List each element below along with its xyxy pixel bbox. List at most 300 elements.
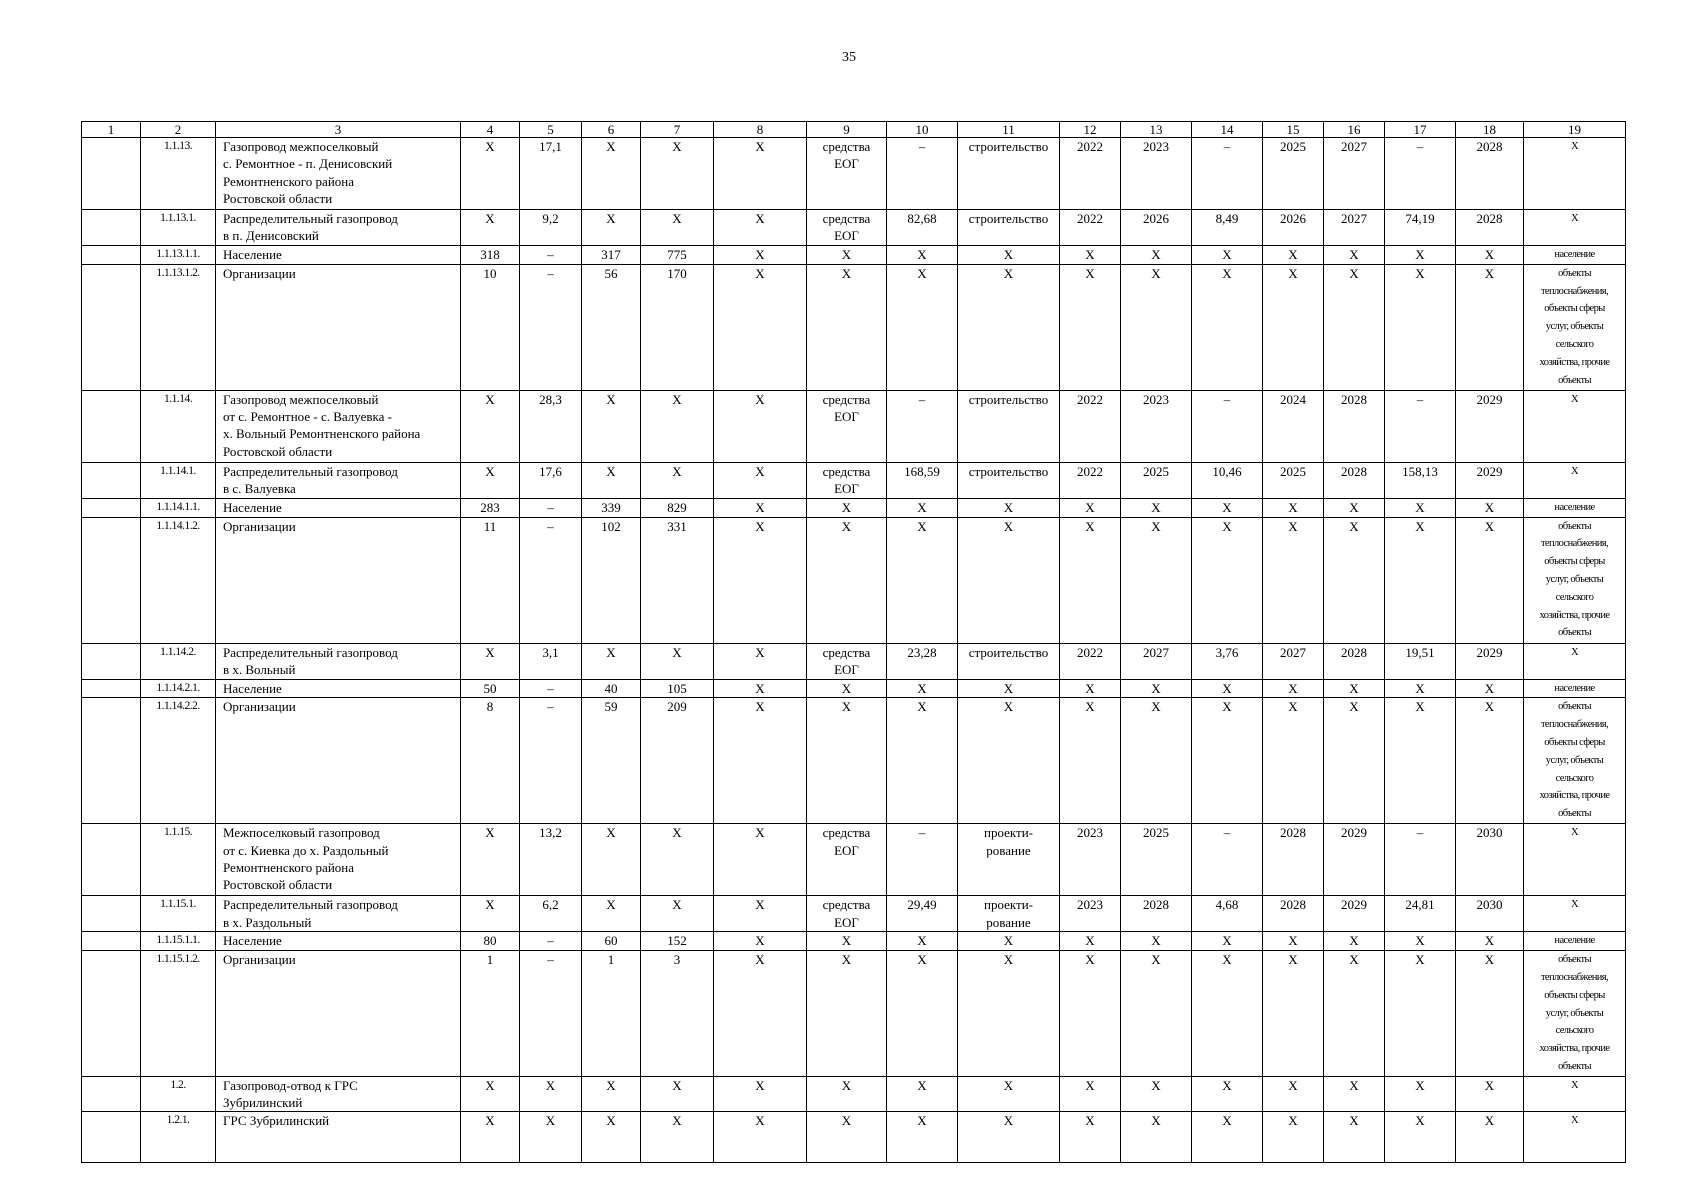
table-cell [641,390,714,462]
cell-value: X [755,644,765,660]
table-cell [82,462,141,498]
cell-value: 29,49 [907,897,937,913]
cell-value: 10,46 [1212,463,1242,479]
table-cell [582,462,641,498]
table-cell [1060,1076,1121,1112]
cell-value: 2026 [1143,211,1169,226]
cell-value: – [547,265,554,281]
cell-value: X [1349,499,1359,515]
cell-value: X [1415,499,1425,515]
table-cell [958,896,1060,932]
cell-value: X [545,1113,556,1129]
cell-value: X [917,699,927,715]
table-cell [461,679,520,698]
table-cell [1456,264,1524,390]
column-header: 9 [807,122,887,138]
table-cell [461,643,520,679]
cell-value: X [1571,141,1578,152]
table-cell [1456,951,1524,1077]
cell-value: X [1288,499,1298,515]
column-header: 18 [1456,122,1524,138]
cell-value: X [841,518,852,534]
cell-value: X [1484,1077,1495,1093]
cell-value: 2028 [1143,897,1169,913]
table-cell [1324,462,1385,498]
table-cell [1324,932,1385,951]
table-cell [1121,390,1192,462]
cell-value: X [1085,247,1095,262]
table-cell [1060,462,1121,498]
table-cell [958,517,1060,643]
table-row [82,932,1626,951]
cell-value: 2022 [1077,463,1103,479]
table-cell [216,643,461,679]
table-cell [807,264,887,390]
item-number: 1.1.15.1.2. [156,953,200,966]
cell-value: 102 [601,518,621,534]
table-cell [520,264,582,390]
cell-value: X [1085,1077,1095,1093]
table-cell [958,1112,1060,1163]
item-name: Газопровод межпоселковый с. Ремонтное - п. Денисовский Ремонтненского района Ростовской области [223,139,393,206]
cell-value: 2025 [1280,139,1306,154]
cell-value: X [1484,952,1495,968]
table-cell [141,498,216,517]
table-cell [141,698,216,824]
table-cell [887,210,958,246]
table-cell [216,1112,461,1163]
cell-value: X [1349,933,1359,949]
table-cell [1121,246,1192,265]
table-cell [461,951,520,1077]
cell-value: X [755,463,765,479]
cell-value: 2025 [1143,463,1169,479]
cell-value: 2022 [1077,211,1103,226]
table-cell [520,210,582,246]
table-cell [520,698,582,824]
cell-value: X [672,139,682,154]
cell-value: X [545,1077,556,1093]
table-cell [714,896,807,932]
table-cell [1385,138,1456,210]
cell-value: X [755,265,765,281]
column-header: 7 [641,122,714,138]
item-number: 1.1.14.2.1. [156,681,200,694]
item-name: Распределительный газопровод в х. Раздольный [223,897,398,930]
cell-value: 2023 [1077,825,1103,841]
cell-value: X [1222,952,1232,968]
cell-value: X [606,211,616,226]
table-cell [1385,246,1456,265]
table-cell [958,498,1060,517]
table-cell [216,517,461,643]
table-cell [582,951,641,1077]
table-cell [1121,643,1192,679]
item-number: 1.1.13.1.1. [156,248,200,260]
table-cell [714,390,807,462]
gas-pipeline-table [81,121,1626,1163]
table-cell [807,246,887,265]
cell-value: X [1003,499,1014,515]
table-cell [1456,896,1524,932]
cell-value: средства ЕОГ [822,897,871,930]
table-cell [82,896,141,932]
table-cell [887,896,958,932]
table-cell [958,1076,1060,1112]
cell-value: 2025 [1143,825,1169,841]
table-cell [216,824,461,896]
cell-value: X [1415,680,1425,696]
cell-value: средства ЕОГ [822,391,871,425]
table-cell [1456,643,1524,679]
table-cell [887,498,958,517]
cell-value: проекти- рование [984,825,1033,858]
table-cell [1060,643,1121,679]
table-cell [1263,264,1324,390]
table-cell [520,462,582,498]
cell-value: X [1222,499,1232,515]
cell-value: X [917,1113,927,1129]
cell-value: 3,76 [1215,644,1239,660]
cell-value: 2026 [1280,211,1306,226]
cell-value: 2023 [1077,897,1103,913]
table-cell [1060,138,1121,210]
cell-value: X [1151,680,1161,696]
cell-value: X [917,1077,927,1093]
cell-value: 8 [486,699,494,715]
cell-value: средства ЕОГ [822,463,871,497]
table-cell [807,1112,887,1163]
item-number: 1.2.1. [166,1114,190,1127]
table-cell [641,698,714,824]
item-number: 1.1.14. [163,392,193,405]
cell-value: – [918,825,926,841]
cell-value: X [672,825,682,841]
table-cell [807,679,887,698]
table-cell [1192,517,1263,643]
table-cell [1324,1112,1385,1163]
cell-value: – [1223,825,1231,841]
cell-value: X [1085,699,1095,715]
table-cell [461,264,520,390]
cell-value: X [1571,1079,1578,1091]
table-cell [1324,246,1385,265]
column-header: 15 [1263,122,1324,138]
table-row [82,138,1626,210]
table-cell [461,824,520,896]
cell-value: – [1416,825,1424,841]
table-cell [216,210,461,246]
table-cell [141,210,216,246]
cell-value: X [1571,899,1578,911]
table-cell [1263,1112,1324,1163]
table-cell [1121,951,1192,1077]
cell-value: X [841,1077,852,1093]
table-cell [1192,1112,1263,1163]
table-cell [1324,390,1385,462]
cell-value: X [1085,952,1095,968]
cell-value: 9,2 [542,211,559,226]
table-cell [461,210,520,246]
item-name: Межпоселковый газопровод от с. Киевка до х. Раздольный Ремонтненского района Ростовской области [223,825,389,893]
table-cell [1060,246,1121,265]
column-header: 11 [958,122,1060,138]
cell-value: 2028 [1341,463,1367,479]
cell-value: X [606,1077,616,1093]
column-header: 3 [216,122,461,138]
cell-value: X [917,499,927,515]
table-cell [641,679,714,698]
table-cell [141,1112,216,1163]
table-cell [1385,498,1456,517]
cell-value: X [1085,933,1095,949]
table-cell [82,1112,141,1163]
cell-value: X [841,247,852,262]
table-cell [1456,390,1524,462]
cell-value: объекты теплоснабжения, объекты сферы услуг, объекты сельского хозяйства, прочие объекты [1539,520,1610,639]
cell-value: X [1151,1113,1161,1129]
item-number: 1.1.13.1.2. [156,266,200,279]
cell-value: X [1085,518,1095,534]
cell-value: средства ЕОГ [822,139,871,172]
table-cell [216,246,461,265]
table-row [82,824,1626,896]
table-row [82,462,1626,498]
cell-value: 60 [604,933,618,949]
cell-value: 4,68 [1215,897,1239,913]
table-cell [1192,462,1263,498]
cell-value: 10 [483,265,497,281]
cell-value: население [1554,935,1595,947]
cell-value: строительство [968,391,1049,407]
table-cell [520,138,582,210]
table-cell [714,462,807,498]
cell-value: X [1484,680,1495,696]
cell-value: X [755,897,765,913]
table-cell [582,517,641,643]
cell-value: X [1571,465,1578,477]
cell-value: 2029 [1341,897,1367,913]
table-cell [1456,498,1524,517]
table-cell [714,932,807,951]
cell-value: – [918,139,926,154]
cell-value: 2022 [1077,139,1103,154]
cell-value: X [755,933,765,949]
table-cell [714,498,807,517]
item-name: Распределительный газопровод в с. Валуевка [223,463,398,497]
cell-value: 2023 [1143,391,1169,407]
table-cell [887,462,958,498]
table-cell [520,932,582,951]
cell-value: X [1349,265,1359,281]
cell-value: X [1571,213,1578,224]
cell-value: 158,13 [1402,463,1438,479]
table-cell [1324,517,1385,643]
table-cell [641,824,714,896]
column-header: 13 [1121,122,1192,138]
table-cell [141,824,216,896]
cell-value: 331 [667,518,687,534]
cell-value: X [1415,265,1425,281]
table-cell [141,390,216,462]
table-cell [958,679,1060,698]
cell-value: 170 [667,265,687,281]
cell-value: 13,2 [539,825,562,841]
cell-value: 339 [601,499,621,515]
table-cell [1263,462,1324,498]
cell-value: строительство [968,463,1049,479]
cell-value: X [755,699,765,715]
table-cell [1456,462,1524,498]
table-cell [1385,932,1456,951]
table-cell [1060,824,1121,896]
table-cell [216,1076,461,1112]
table-cell [461,932,520,951]
item-number: 1.1.15.1.1. [156,934,200,947]
cell-value: X [485,211,495,226]
table-cell [1121,1076,1192,1112]
cell-value: X [755,139,765,154]
table-cell [887,679,958,698]
cell-value: население [1554,249,1595,260]
cell-value: X [1085,499,1095,515]
cell-value: X [1003,1077,1014,1093]
table-cell [82,679,141,698]
table-cell [958,246,1060,265]
cell-value: X [1415,1077,1425,1093]
column-header: 16 [1324,122,1385,138]
table-cell [1121,932,1192,951]
table-cell [1524,1112,1626,1163]
cell-value: 2027 [1341,139,1367,154]
cell-value: 2028 [1476,211,1503,226]
column-header: 10 [887,122,958,138]
table-cell [520,498,582,517]
table-cell [958,643,1060,679]
table-cell [582,264,641,390]
table-cell [714,698,807,824]
table-cell [1192,896,1263,932]
table-cell [82,698,141,824]
item-number: 1.1.14.1.1. [156,500,200,513]
cell-value: X [1288,1077,1298,1093]
cell-value: X [1222,699,1232,715]
cell-value: X [1085,680,1095,696]
table-cell [582,498,641,517]
table-cell [714,246,807,265]
table-cell [641,264,714,390]
table-row [82,390,1626,462]
table-cell [641,462,714,498]
table-cell [1121,1112,1192,1163]
table-cell [1192,679,1263,698]
table-cell [1192,824,1263,896]
table-cell [1456,698,1524,824]
table-row [82,1076,1626,1112]
cell-value: 24,81 [1405,897,1435,913]
table-cell [216,138,461,210]
column-header: 14 [1192,122,1263,138]
table-cell [582,246,641,265]
cell-value: – [1223,391,1231,407]
table-cell [1263,643,1324,679]
cell-value: X [755,499,765,515]
cell-value: X [485,391,495,407]
table-cell [82,498,141,517]
cell-value: 6,2 [542,897,559,913]
cell-value: X [485,1077,495,1093]
cell-value: 19,51 [1405,644,1435,660]
cell-value: X [1415,952,1425,968]
cell-value: объекты теплоснабжения, объекты сферы услуг, объекты сельского хозяйства, прочие объекты [1539,267,1610,386]
cell-value: X [1151,247,1161,262]
table-cell [520,390,582,462]
cell-value: 1 [486,952,494,968]
table-cell [887,517,958,643]
cell-value: 2027 [1341,211,1367,226]
table-row [82,679,1626,698]
column-header: 4 [461,122,520,138]
cell-value: 28,3 [539,391,562,407]
cell-value: X [1003,247,1014,262]
table-cell [1524,643,1626,679]
table-cell [520,951,582,1077]
table-cell [1324,896,1385,932]
cell-value: X [1349,952,1359,968]
column-header: 6 [582,122,641,138]
cell-value: X [1288,247,1298,262]
cell-value: X [1151,499,1161,515]
table-cell [1524,390,1626,462]
cell-value: – [547,933,554,949]
cell-value: X [841,699,852,715]
table-cell [641,246,714,265]
table-row [82,896,1626,932]
table-cell [582,643,641,679]
table-cell [1324,498,1385,517]
table-cell [1060,264,1121,390]
table-cell [807,932,887,951]
table-cell [1121,679,1192,698]
table-cell [1121,896,1192,932]
table-cell [1385,679,1456,698]
table-cell [887,1076,958,1112]
table-cell [1324,264,1385,390]
cell-value: X [755,391,765,407]
table-row [82,643,1626,679]
cell-value: X [1222,680,1232,696]
cell-value: население [1554,682,1595,694]
table-cell [807,824,887,896]
table-cell [582,1076,641,1112]
table-cell [461,1076,520,1112]
cell-value: X [485,139,495,154]
cell-value: 317 [601,247,621,262]
table-cell [461,390,520,462]
cell-value: 11 [483,518,497,534]
table-cell [714,824,807,896]
table-cell [1456,138,1524,210]
table-cell [1524,498,1626,517]
item-number: 1.1.14.1. [160,464,196,477]
table-cell [1121,498,1192,517]
cell-value: X [1288,952,1298,968]
cell-value: 2028 [1280,825,1306,841]
table-cell [1524,896,1626,932]
cell-value: X [606,1113,616,1129]
table-cell [1192,932,1263,951]
cell-value: X [1415,699,1425,715]
